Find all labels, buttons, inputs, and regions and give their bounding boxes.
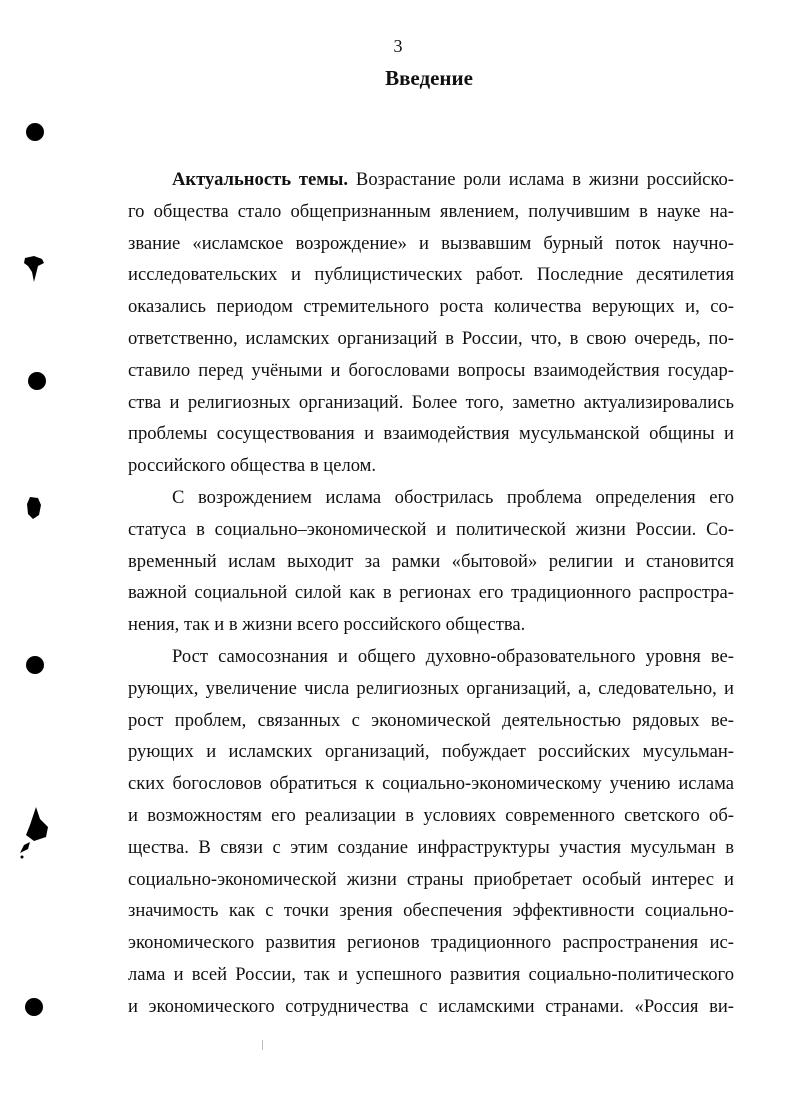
text-line: Актуальность темы. Возрастание роли ислама в жизни российско- <box>172 169 734 190</box>
text-line: ставило перед учёными и богословами вопросы взаимодействия государ- <box>128 359 734 381</box>
paragraph-relevance <box>128 164 734 482</box>
binding-hole-4 <box>25 998 43 1016</box>
text-line: рующих, увеличение числа религиозных организаций, а, следовательно, и <box>128 677 734 699</box>
binding-hole-2 <box>28 372 46 390</box>
text-line: нения, так и в жизни всего российского общества. <box>128 614 526 636</box>
text-line: звание «исламское возрождение» и вызвавшим бурный поток научно- <box>128 232 734 254</box>
text-line: социально-экономической жизни страны приобретает особый интерес и <box>128 868 734 890</box>
text-line: щества. В связи с этим создание инфраструктуры участия мусульман в <box>128 836 734 858</box>
text-line: ских богословов обратиться к социально-экономическому учению ислама <box>128 773 734 795</box>
ink-blot-3 <box>16 805 56 861</box>
page-number: 3 <box>393 36 403 56</box>
binding-hole-3 <box>26 656 44 674</box>
scan-mark <box>262 1040 263 1050</box>
paragraph-growth <box>128 641 734 1023</box>
text-line: го общества стало общепризнанным явлением, получившим в науке на- <box>128 200 734 222</box>
page-title: Введение <box>385 66 473 90</box>
text-line: лама и всей России, так и успешного развития социально-политического <box>128 963 734 985</box>
text-line: рующих и исламских организаций, побуждает российских мусульман- <box>128 741 734 763</box>
text-line: Рост самосознания и общего духовно-образовательного уровня ве- <box>172 645 734 667</box>
text-line: важной социальной силой как в регионах его традиционного распростра- <box>128 582 734 604</box>
text-line: С возрождением ислама обострилась проблема определения его <box>172 486 734 508</box>
ink-blot-1 <box>22 254 48 284</box>
text-line: исследовательских и публицистических работ. Последние десятилетия <box>128 264 734 286</box>
paragraph-lead: Актуальность темы. <box>172 169 349 190</box>
text-line: статуса в социально–экономической и политической жизни России. Со- <box>128 518 734 540</box>
main-text <box>128 164 734 1023</box>
text-line: ответственно, исламских организаций в России, что, в свою очередь, по- <box>128 327 734 349</box>
ink-blot-2 <box>24 495 44 521</box>
text-line: значимость как с точки зрения обеспечения эффективности социально- <box>128 900 734 922</box>
text-line: и экономического сотрудничества с исламскими странами. «Россия ви- <box>128 995 734 1017</box>
text-line: российского общества в целом. <box>128 455 377 477</box>
paragraph-status <box>128 482 734 641</box>
text-line: временный ислам выходит за рамки «бытовой» религии и становится <box>128 550 734 572</box>
text-line: ства и религиозных организаций. Более того, заметно актуализировались <box>128 391 734 413</box>
text-line: экономического развития регионов традиционного распространения ис- <box>128 932 734 954</box>
text-line: проблемы сосуществования и взаимодействия мусульманской общины и <box>128 423 734 445</box>
binding-hole-1 <box>26 123 44 141</box>
text-line: оказались периодом стремительного роста количества верующих и, со- <box>128 296 734 318</box>
text-line: и возможностям его реализации в условиях современного светского об- <box>128 804 734 826</box>
text-line: рост проблем, связанных с экономической деятельностью рядовых ве- <box>128 709 734 731</box>
